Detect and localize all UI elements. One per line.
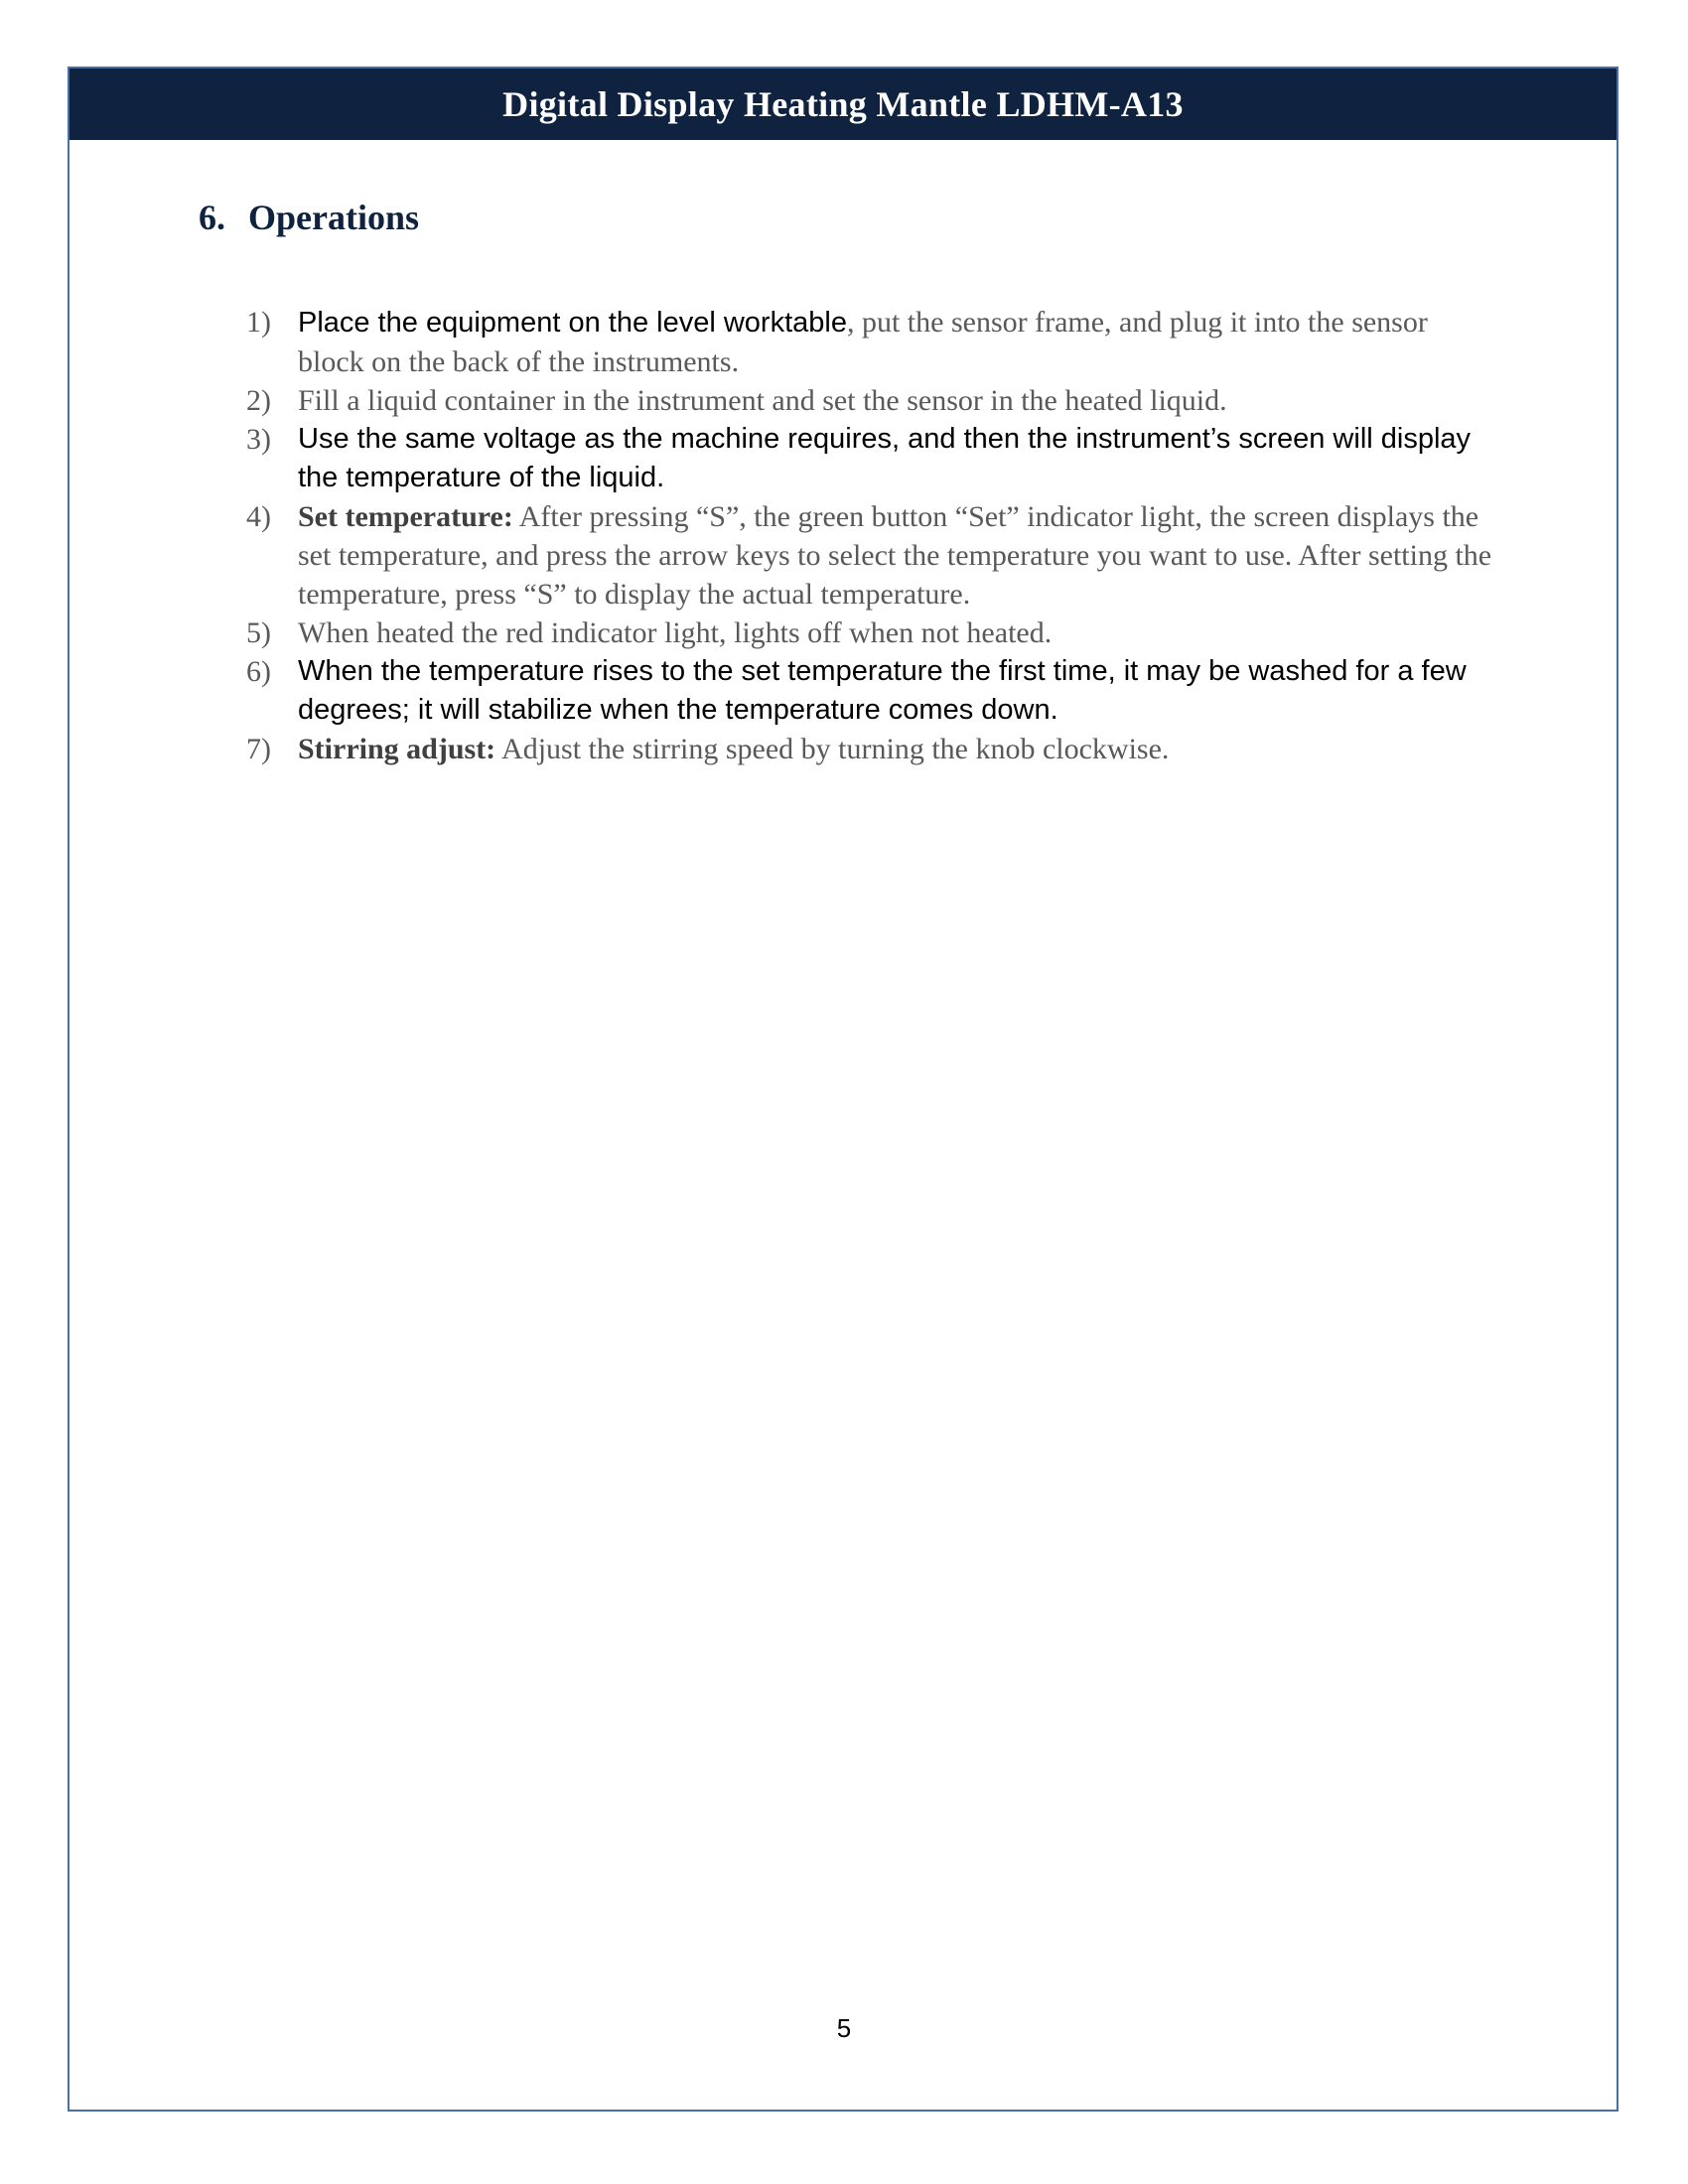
operations-list	[246, 303, 1497, 768]
list-item	[246, 420, 1497, 497]
step-text: When heated the red indicator light, lights off when not heated.	[298, 616, 1053, 649]
document-title: Digital Display Heating Mantle LDHM-A13	[502, 84, 1184, 124]
list-marker: 7)	[246, 733, 271, 765]
page-number: 5	[836, 2013, 852, 2043]
list-marker: 2)	[246, 384, 271, 417]
step-text: Use the same voltage as the machine requires, and then the instrument’s screen will display the temperature of the liquid.	[298, 423, 1472, 493]
step-rest-text: , put the sensor frame, and plug it into the sensor block on the back of the instruments.	[298, 306, 1428, 378]
list-marker: 3)	[246, 423, 271, 456]
list-item	[246, 652, 1497, 730]
step-text	[298, 730, 1497, 768]
list-item	[246, 497, 1497, 614]
list-marker: 5)	[246, 616, 271, 649]
document-header	[70, 68, 1617, 140]
list-marker: 4)	[246, 500, 271, 533]
section-number: 6.	[199, 198, 225, 237]
step-lead-text: Place the equipment on the level worktable	[298, 307, 847, 339]
list-item	[246, 614, 1497, 652]
step-text	[298, 497, 1497, 614]
step-text	[298, 303, 1497, 381]
list-item	[246, 303, 1497, 381]
step-text: Fill a liquid container in the instrument and set the sensor in the heated liquid.	[298, 384, 1227, 417]
list-item	[246, 381, 1497, 420]
section-title: Operations	[248, 198, 420, 237]
step-text: When the temperature rises to the set temperature the first time, it may be washed for a few degrees; it will stabilize when the temperature comes down.	[298, 655, 1467, 726]
step-bold-label: Set temperature:	[298, 500, 513, 533]
step-body-text: Adjust the stirring speed by turning the knob clockwise.	[495, 733, 1170, 765]
list-item	[246, 730, 1497, 768]
list-marker: 1)	[246, 306, 271, 339]
step-bold-label: Stirring adjust:	[298, 733, 496, 765]
section-heading	[199, 197, 419, 238]
step-body-text: After pressing “S”, the green button “Set” indicator light, the screen displays the set temperature, and press the arrow keys to select the temperature you want to use. After setting the temperature, press “S” to display the actual temperature.	[298, 500, 1492, 611]
list-marker: 6)	[246, 655, 271, 688]
